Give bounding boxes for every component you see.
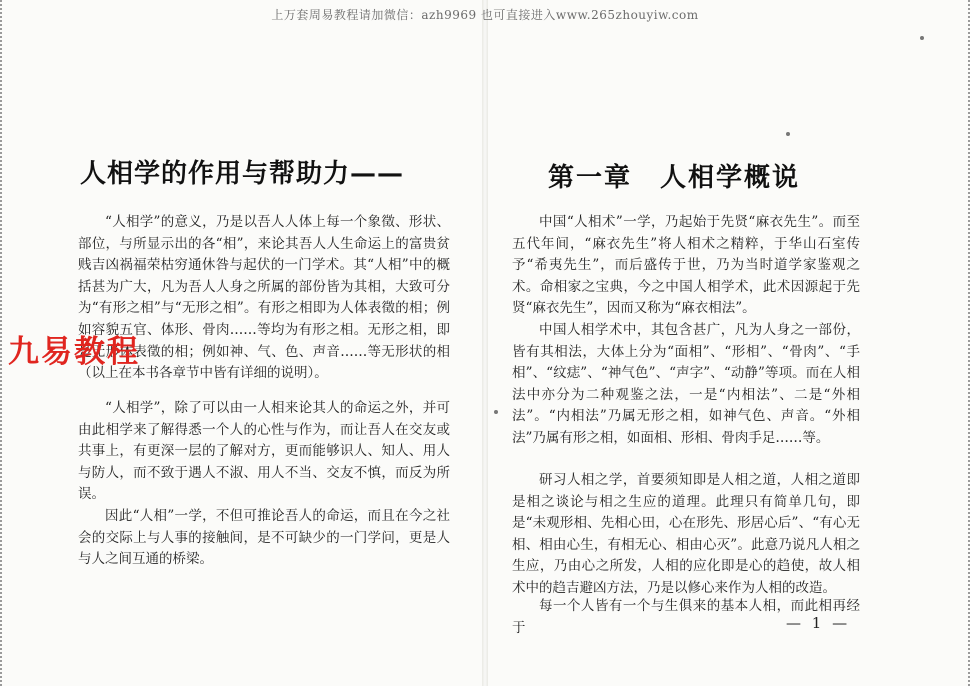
left-paragraph-2: “人相学”，除了可以由一人相来论其人的命运之外，并可由此相学来了解得悉一个人的心性与作为，而让吾人在交友或共事上，有更深一层的了解对方，更而能够识人、知人、用人与防人，而不致于遇人不淑、用人不当、交友不慎，而反为所误。 bbox=[78, 400, 450, 503]
watermark-logo: 九易教程 bbox=[8, 334, 140, 370]
scan-speck bbox=[494, 410, 498, 414]
right-scan-edge bbox=[956, 0, 970, 686]
page-number: — 1 — bbox=[786, 614, 851, 632]
right-paragraph-3: 研习人相之学，首要须知即是人相之道，人相之道即是相之谈论与相之生应的道理。此理只有简单几句，即是“未观形相、先相心田，心在形先、形居心后”、“有心无相、相由心生，有相无心、相由心灭”。此意乃说凡人相之生应，乃由心之所发，人相的应化即是心的趋使，故人相术中的趋吉避凶方法，乃是以修心来作为人相的改造。 bbox=[512, 472, 860, 596]
left-paragraph-1: “人相学”的意义，乃是以吾人人体上每一个象徵、形状、部位，与所显示出的各“相”，来论其吾人人生命运上的富贵贫贱吉凶祸福荣枯穷通休咎与起伏的一门学术。其“人相”中的概括甚为广大，凡为吾人人身之所属的部份皆为其相，大致可分为“有形之相”与“无形之相”。有形之相即为人体表徵的相；例如容貌五官、体形、骨肉……等均为有形之相。无形之相，即是无形体表徵的相；例如神、气、色、声音……等无形状的相（以上在本书各章节中皆有详细的说明）。 bbox=[78, 214, 450, 382]
left-paragraph-3: 因此“人相”一学，不但可推论吾人的命运，而且在今之社会的交际上与人事的接触间，是不可缺少的一门学问，更是人与人之间互通的桥梁。 bbox=[78, 508, 450, 568]
scan-speck bbox=[786, 132, 790, 136]
book-gutter bbox=[482, 0, 488, 686]
scan-speck bbox=[920, 36, 924, 40]
left-page-title: 人相学的作用与帮助力—— bbox=[80, 159, 405, 190]
top-banner: 上万套周易教程请加微信：azh9969 也可直接进入www.265zhouyiw.com bbox=[271, 8, 699, 22]
right-paragraph-4: 每一个人皆有一个与生俱来的基本人相，而此相再经于 bbox=[512, 598, 860, 636]
right-page-title: 第一章 人相学概说 bbox=[548, 163, 801, 194]
right-paragraph-2: 中国人相学术中，其包含甚广，凡为人身之一部份，皆有其相法，大体上分为“面相”、“形相”、“骨肉”、“手相”、“纹痣”、“神气色”、“声字”、“动静”等项。而在人相法中亦分为二种观鉴之法，一是“内相法”、二是“外相法”。“内相法”乃属无形之相，如神气色、声音。“外相法”乃属有形之相，如面相、形相、骨肉手足……等。 bbox=[512, 322, 860, 446]
right-paragraph-1: 中国“人相术”一学，乃起始于先贤“麻衣先生”。而至五代年间，“麻衣先生”将人相术之精粹，于华山石室传予“希夷先生”，而后盛传于世，乃为当时道学家鉴观之术。命相家之宝典，今之中国人相学术，此术因源起于先贤“麻衣先生”，因而又称为“麻衣相法”。 bbox=[512, 214, 860, 317]
